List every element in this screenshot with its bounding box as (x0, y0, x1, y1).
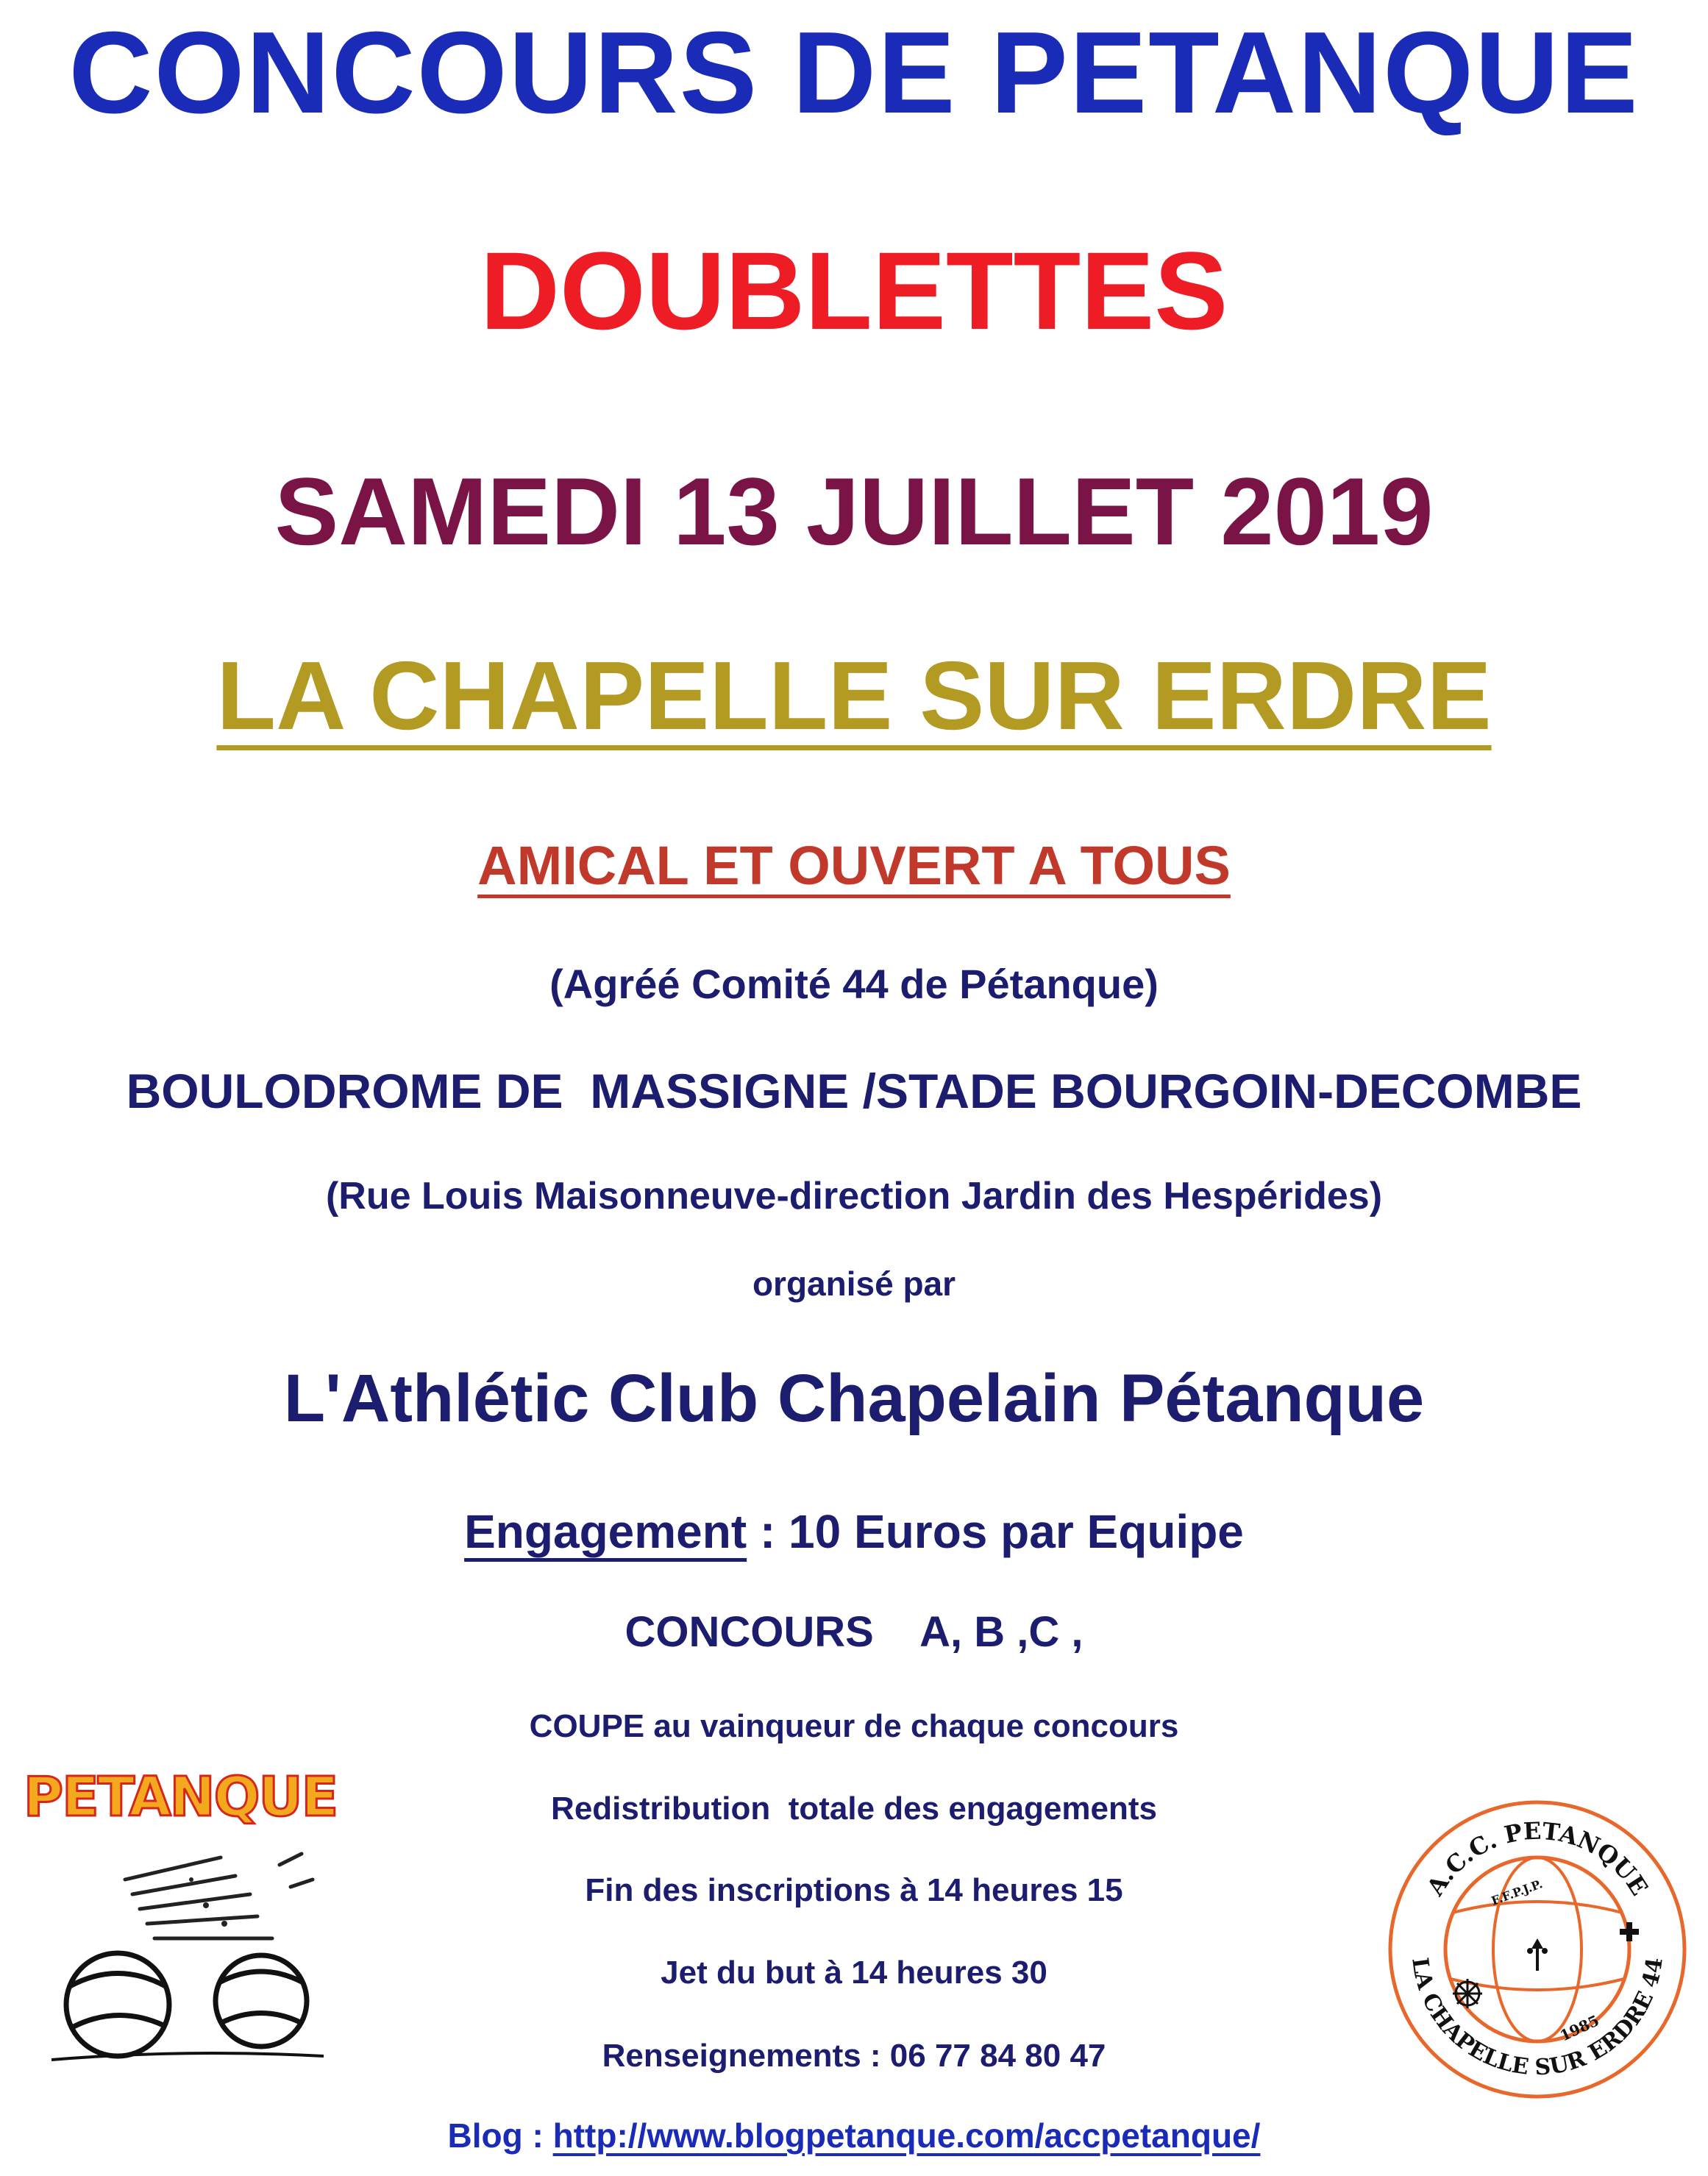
seal-bottom-text: LA CHAPELLE SUR ERDRE 44 (1406, 1956, 1668, 2081)
petanque-logo (7, 1766, 353, 2074)
petanque-logo-word: PETANQUE (23, 1766, 338, 1829)
redistribution-info: Redistribution totale des engagements (551, 1791, 1157, 1827)
organized-by-label: organisé par (752, 1265, 956, 1303)
concours-categories: CONCOURS A, B ,C , (625, 1608, 1083, 1656)
registration-deadline: Fin des inscriptions à 14 heures 15 (585, 1872, 1123, 1908)
engagement-label: Engagement (464, 1505, 747, 1558)
event-place (0, 641, 1708, 750)
engagement-value: : 10 Euros par Equipe (747, 1505, 1244, 1558)
venue-street: (Rue Louis Maisonneuve-direction Jardin des Hespérides) (325, 1175, 1383, 1217)
seal-year: 1985 (1556, 2011, 1602, 2045)
cross-icon (1620, 1922, 1639, 1941)
poster-title: CONCOURS DE PETANQUE (68, 8, 1640, 138)
start-time: Jet du but à 14 heures 30 (661, 1955, 1047, 1991)
seal-ffpjp: F.F.P.J.P. (1489, 1877, 1545, 1908)
coupe-info: COUPE au vainqueur de chaque concours (529, 1708, 1179, 1744)
petanque-balls-icon (37, 1835, 331, 2071)
contact-phone: Renseignements : 06 77 84 80 47 (602, 2038, 1106, 2074)
amical-banner (0, 835, 1708, 896)
blog-label: Blog : (447, 2116, 553, 2155)
club-name: L'Athlétic Club Chapelain Pétanque (283, 1361, 1425, 1436)
event-date: SAMEDI 13 JUILLET 2019 (274, 458, 1434, 565)
engagement-line (0, 1505, 1708, 1558)
seal-top-text: A.C.C. PETANQUE (1421, 1816, 1654, 1901)
event-place-text: LA CHAPELLE SUR ERDRE (216, 641, 1492, 750)
amical-text: AMICAL ET OUVERT A TOUS (477, 835, 1231, 896)
blog-link[interactable]: http://www.blogpetanque.com/accpetanque/ (552, 2116, 1261, 2155)
venue-name: BOULODROME DE MASSIGNE /STADE BOURGOIN-DECOMBE (126, 1064, 1582, 1118)
ermine-icon (1527, 1938, 1548, 1971)
blog-line (0, 2116, 1708, 2155)
agree-note: (Agréé Comité 44 de Pétanque) (549, 961, 1159, 1007)
acc-petanque-seal (1383, 1795, 1692, 2104)
poster-subtitle: DOUBLETTES (480, 229, 1228, 352)
